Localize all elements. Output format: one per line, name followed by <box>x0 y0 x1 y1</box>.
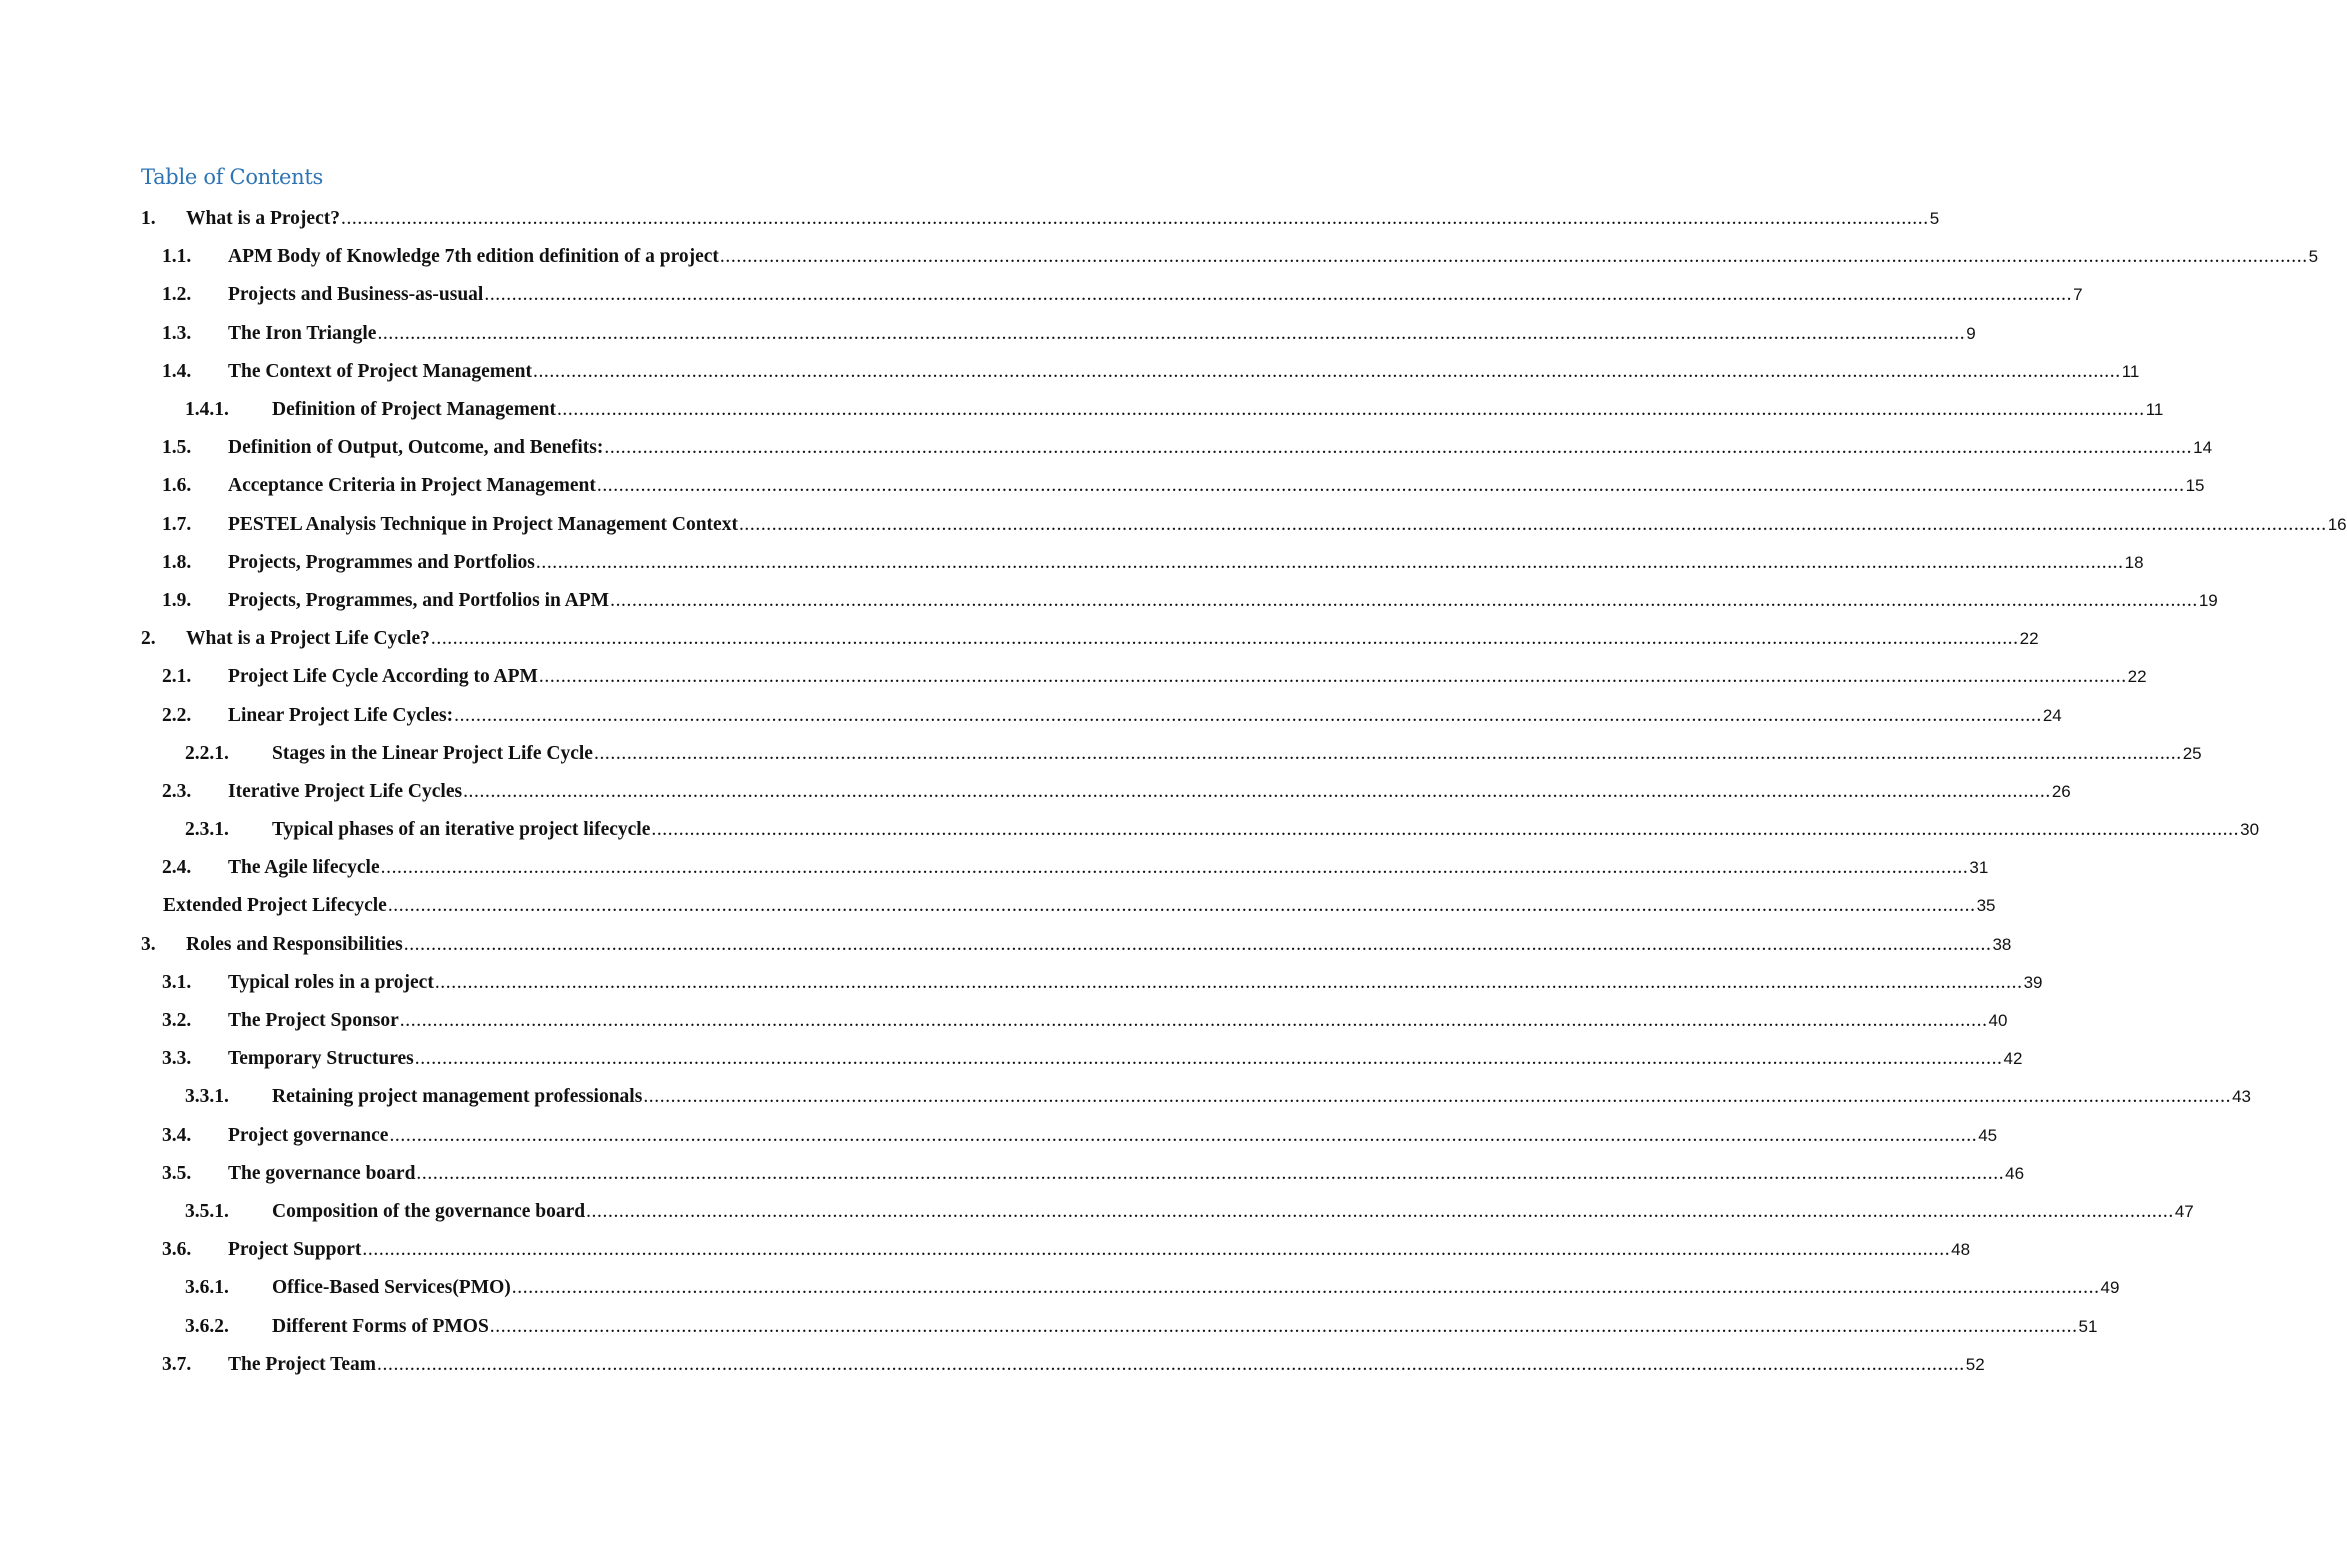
dot-leader: .................................................................................................................................................................................................................................................................................................. <box>535 551 2124 573</box>
toc-entry-title: Retaining project management professionals <box>272 1086 643 1108</box>
toc-entry-number: 2.2.1. <box>185 742 229 764</box>
toc-entry-title: Different Forms of PMOS <box>272 1315 489 1337</box>
toc-entry-page-number: 9 <box>1966 323 1976 343</box>
toc-entry-number: 3.1. <box>162 971 192 993</box>
toc-entry-number: 3.6.1. <box>185 1277 229 1299</box>
dot-leader: .................................................................................................................................................................................................................................................................................................. <box>489 1315 2078 1337</box>
toc-entry[interactable] <box>0 1002 2008 1040</box>
toc-entry-page-number: 38 <box>1992 934 2012 954</box>
toc-entry-page-number: 7 <box>2073 285 2083 305</box>
toc-entry-title: Composition of the governance board <box>272 1200 586 1222</box>
toc-entry[interactable] <box>0 1307 2098 1345</box>
dot-leader: .................................................................................................................................................................................................................................................................................................. <box>380 857 1969 879</box>
toc-entry-page-number: 51 <box>2078 1316 2098 1336</box>
dot-leader: .................................................................................................................................................................................................................................................................................................. <box>596 475 2185 497</box>
toc-entry-title: Stages in the Linear Project Life Cycle <box>272 742 593 764</box>
dot-leader: .................................................................................................................................................................................................................................................................................................. <box>538 666 2127 688</box>
dot-leader: .................................................................................................................................................................................................................................................................................................. <box>532 360 2121 382</box>
toc-entry-link[interactable] <box>186 628 2039 650</box>
toc-entry-number: 3.5. <box>162 1162 192 1184</box>
toc-entry-number: 2.4. <box>162 857 192 879</box>
toc-entry-link[interactable] <box>228 704 2062 727</box>
toc-entry-title: The governance board <box>228 1162 416 1184</box>
toc-entry-number: 1.7. <box>162 513 192 535</box>
dot-leader: .................................................................................................................................................................................................................................................................................................. <box>556 399 2145 421</box>
toc-entry-number: 1. <box>141 208 156 230</box>
toc-entry-link[interactable] <box>228 551 2144 574</box>
toc-entry-title: Definition of Project Management <box>272 399 556 421</box>
toc-entry-page-number: 11 <box>2145 400 2164 420</box>
toc-entry-page-number: 46 <box>2005 1163 2025 1183</box>
toc-entry-page-number: 22 <box>2127 667 2147 687</box>
toc-entry-page-number: 48 <box>1951 1240 1971 1260</box>
toc-entry-title: APM Body of Knowledge 7th edition definition of a project <box>228 246 719 268</box>
toc-entry-title: Project Support <box>228 1239 362 1261</box>
toc-entry-title: Roles and Responsibilities <box>186 933 403 955</box>
toc-entry-link[interactable] <box>228 666 2147 688</box>
toc-entry-page-number: 14 <box>2193 438 2213 458</box>
toc-entry[interactable] <box>0 849 1989 887</box>
toc-entry[interactable] <box>0 658 2147 696</box>
dot-leader: .................................................................................................................................................................................................................................................................................................. <box>484 284 2073 306</box>
toc-entry-page-number: 40 <box>1988 1011 2008 1031</box>
toc-entry[interactable] <box>0 276 2083 314</box>
toc-entry-link[interactable] <box>272 1200 2194 1223</box>
toc-entry-number: 2.2. <box>162 704 192 726</box>
toc-entry[interactable] <box>0 353 2140 391</box>
toc-entry[interactable] <box>0 696 2062 734</box>
toc-entry-number: 3.3.1. <box>185 1086 229 1108</box>
toc-entry[interactable] <box>0 811 2260 849</box>
dot-leader: .................................................................................................................................................................................................................................................................................................. <box>362 1239 1951 1261</box>
toc-entry-link[interactable] <box>228 1239 1971 1261</box>
toc-entry[interactable] <box>0 1193 2194 1231</box>
toc-entry-number: 2.1. <box>162 666 192 688</box>
toc-entry-number: 2.3.1. <box>185 819 229 841</box>
dot-leader: .................................................................................................................................................................................................................................................................................................. <box>430 628 2019 650</box>
toc-entry-page-number: 52 <box>1965 1354 1985 1374</box>
toc-entry-link[interactable] <box>272 399 2164 421</box>
dot-leader: .................................................................................................................................................................................................................................................................................................. <box>414 1048 2003 1070</box>
toc-entry-link[interactable] <box>228 1048 2023 1070</box>
toc-entry-page-number: 39 <box>2023 972 2043 992</box>
dot-leader: .................................................................................................................................................................................................................................................................................................. <box>416 1162 2005 1184</box>
dot-leader: .................................................................................................................................................................................................................................................................................................. <box>377 1353 1965 1375</box>
toc-entry-title: Linear Project Life Cycles: <box>228 704 454 726</box>
toc-entry-title: Projects and Business-as-usual <box>228 284 484 306</box>
toc-entry-page-number: 18 <box>2124 552 2144 572</box>
toc-entry[interactable] <box>0 773 2071 811</box>
toc-entry-number: 1.4. <box>162 360 192 382</box>
toc-entry-link[interactable] <box>228 437 2213 459</box>
toc-entry[interactable] <box>0 582 2218 620</box>
toc-entry-link[interactable] <box>272 1277 2120 1299</box>
toc-entry-number: 3.6.2. <box>185 1315 229 1337</box>
toc-entry-title: The Project Sponsor <box>228 1010 399 1032</box>
toc-entry-link[interactable] <box>228 1010 2008 1032</box>
toc-entry[interactable] <box>0 467 2205 505</box>
toc-entry-page-number: 35 <box>1976 896 1996 916</box>
toc-entry-link[interactable] <box>228 1162 2025 1185</box>
toc-entry-page-number: 42 <box>2003 1049 2023 1069</box>
toc-entry[interactable] <box>0 926 2012 964</box>
dot-leader: .................................................................................................................................................................................................................................................................................................. <box>738 513 2327 535</box>
toc-entry-link[interactable] <box>228 780 2071 803</box>
toc-entry[interactable] <box>0 1155 2025 1193</box>
toc-entry-title: Definition of Output, Outcome, and Benefits: <box>228 437 604 459</box>
toc-entry-title: Extended Project Lifecycle <box>163 895 387 917</box>
toc-entry-number: 3.7. <box>162 1353 192 1375</box>
toc-entry-number: 3.5.1. <box>185 1200 229 1222</box>
toc-entry-number: 3.2. <box>162 1010 192 1032</box>
toc-entry-link[interactable] <box>228 284 2083 306</box>
toc-entry-page-number: 22 <box>2019 629 2039 649</box>
toc-entry-link[interactable] <box>228 857 1989 879</box>
toc-entry-page-number: 45 <box>1978 1125 1998 1145</box>
toc-entry-page-number: 24 <box>2042 705 2062 725</box>
toc-entry-number: 3. <box>141 933 156 955</box>
toc-entry-title: Iterative Project Life Cycles <box>228 780 463 802</box>
toc-entry[interactable] <box>0 735 2202 773</box>
toc-entry-page-number: 25 <box>2182 743 2202 763</box>
dot-leader: .................................................................................................................................................................................................................................................................................................. <box>593 742 2182 764</box>
toc-entry-title: Typical phases of an iterative project lifecycle <box>272 819 651 841</box>
toc-entry-title: PESTEL Analysis Technique in Project Management Context <box>228 513 738 535</box>
toc-entry-page-number: 5 <box>2308 247 2319 267</box>
dot-leader: .................................................................................................................................................................................................................................................................................................. <box>604 437 2193 459</box>
toc-entry-title: What is a Project? <box>186 208 340 230</box>
toc-entry-link[interactable] <box>228 513 2347 536</box>
toc-entry[interactable] <box>0 391 2164 429</box>
toc-entry-link[interactable] <box>163 895 1996 917</box>
toc-entry[interactable] <box>0 1346 1985 1384</box>
toc-entry-number: 2.3. <box>162 780 192 802</box>
dot-leader: .................................................................................................................................................................................................................................................................................................. <box>610 589 2198 611</box>
toc-entry-number: 1.6. <box>162 475 192 497</box>
toc-entry-page-number: 30 <box>2240 820 2260 840</box>
toc-entry-number: 3.6. <box>162 1239 192 1261</box>
toc-entry-title: Projects, Programmes and Portfolios <box>228 551 535 573</box>
toc-entry-link[interactable] <box>228 360 2140 383</box>
toc-entry-title: Projects, Programmes, and Portfolios in APM <box>228 589 610 611</box>
toc-entry-number: 2. <box>141 628 156 650</box>
toc-entry[interactable] <box>0 1117 1998 1155</box>
toc-entry[interactable] <box>0 506 2347 544</box>
toc-entry[interactable] <box>0 315 1976 353</box>
dot-leader: .................................................................................................................................................................................................................................................................................................. <box>377 322 1966 344</box>
toc-entry[interactable] <box>0 1078 2251 1116</box>
dot-leader: .................................................................................................................................................................................................................................................................................................. <box>643 1086 2232 1108</box>
toc-entry-page-number: 5 <box>1929 209 1940 229</box>
toc-entry[interactable] <box>0 1040 2023 1078</box>
toc-entry-title: Project Life Cycle According to APM <box>228 666 538 688</box>
dot-leader: .................................................................................................................................................................................................................................................................................................. <box>651 819 2240 841</box>
toc-entry[interactable] <box>0 964 2043 1002</box>
toc-entry[interactable] <box>0 544 2144 582</box>
toc-entry-link[interactable] <box>272 1086 2251 1108</box>
toc-entry-title: Temporary Structures <box>228 1048 414 1070</box>
toc-entry-page-number: 11 <box>2121 361 2140 381</box>
toc-entry[interactable] <box>0 238 2319 276</box>
toc-entry-page-number: 47 <box>2174 1201 2194 1221</box>
toc-entry[interactable] <box>0 200 1940 238</box>
toc-entry-page-number: 43 <box>2232 1087 2251 1107</box>
toc-entry-number: 1.2. <box>162 284 192 306</box>
toc-entry-link[interactable] <box>228 589 2218 612</box>
toc-entry-title: Office-Based Services(PMO) <box>272 1277 511 1299</box>
toc-entry-link[interactable] <box>186 208 1940 230</box>
toc-entry-number: 1.1. <box>162 246 192 268</box>
dot-leader: .................................................................................................................................................................................................................................................................................................. <box>434 971 2023 993</box>
dot-leader: .................................................................................................................................................................................................................................................................................................. <box>389 1124 1978 1146</box>
toc-entry-link[interactable] <box>272 1315 2098 1338</box>
toc-entry-link[interactable] <box>228 1124 1998 1147</box>
toc-entry-page-number: 19 <box>2198 590 2218 610</box>
dot-leader: .................................................................................................................................................................................................................................................................................................. <box>454 704 2042 726</box>
dot-leader: .................................................................................................................................................................................................................................................................................................. <box>719 246 2308 268</box>
toc-entry-page-number: 49 <box>2100 1278 2120 1298</box>
dot-leader: .................................................................................................................................................................................................................................................................................................. <box>399 1010 1988 1032</box>
toc-entry-page-number: 26 <box>2051 781 2071 801</box>
dot-leader: .................................................................................................................................................................................................................................................................................................. <box>511 1277 2100 1299</box>
toc-entry-title: The Agile lifecycle <box>228 857 380 879</box>
toc-entry[interactable] <box>0 887 1996 925</box>
toc-entry-page-number: 16 <box>2327 514 2347 534</box>
toc-entry-link[interactable] <box>228 475 2205 497</box>
toc-entry-page-number: 31 <box>1969 858 1989 878</box>
dot-leader: .................................................................................................................................................................................................................................................................................................. <box>586 1200 2174 1222</box>
dot-leader: .................................................................................................................................................................................................................................................................................................. <box>403 933 1992 955</box>
toc-entry-link[interactable] <box>228 1353 1985 1376</box>
toc-entry[interactable] <box>0 1231 1971 1269</box>
toc-entry-number: 3.3. <box>162 1048 192 1070</box>
toc-entry-link[interactable] <box>272 742 2202 765</box>
toc-title: Table of Contents <box>141 165 323 189</box>
toc-entry-title: Acceptance Criteria in Project Management <box>228 475 596 497</box>
dot-leader: .................................................................................................................................................................................................................................................................................................. <box>387 895 1976 917</box>
toc-entry-title: What is a Project Life Cycle? <box>186 628 430 650</box>
toc-entry-title: The Iron Triangle <box>228 322 377 344</box>
toc-list <box>0 200 2347 1384</box>
toc-entry-link[interactable] <box>228 246 2319 268</box>
toc-entry-title: The Context of Project Management <box>228 360 532 382</box>
toc-entry-link[interactable] <box>228 322 1976 345</box>
toc-entry-number: 1.5. <box>162 437 192 459</box>
toc-entry-title: The Project Team <box>228 1353 377 1375</box>
dot-leader: .................................................................................................................................................................................................................................................................................................. <box>340 208 1929 230</box>
toc-entry-page-number: 15 <box>2185 476 2205 496</box>
toc-entry-number: 1.3. <box>162 322 192 344</box>
toc-entry[interactable] <box>0 620 2039 658</box>
toc-entry-number: 1.8. <box>162 551 192 573</box>
toc-entry-number: 1.9. <box>162 589 192 611</box>
toc-entry-link[interactable] <box>228 971 2043 994</box>
toc-entry-number: 3.4. <box>162 1124 192 1146</box>
toc-entry-link[interactable] <box>186 933 2012 956</box>
toc-entry-number: 1.4.1. <box>185 399 229 421</box>
toc-entry-title: Project governance <box>228 1124 389 1146</box>
dot-leader: .................................................................................................................................................................................................................................................................................................. <box>463 780 2051 802</box>
toc-entry-link[interactable] <box>272 819 2260 841</box>
toc-entry[interactable] <box>0 1269 2120 1307</box>
toc-entry[interactable] <box>0 429 2213 467</box>
toc-entry-title: Typical roles in a project <box>228 971 434 993</box>
